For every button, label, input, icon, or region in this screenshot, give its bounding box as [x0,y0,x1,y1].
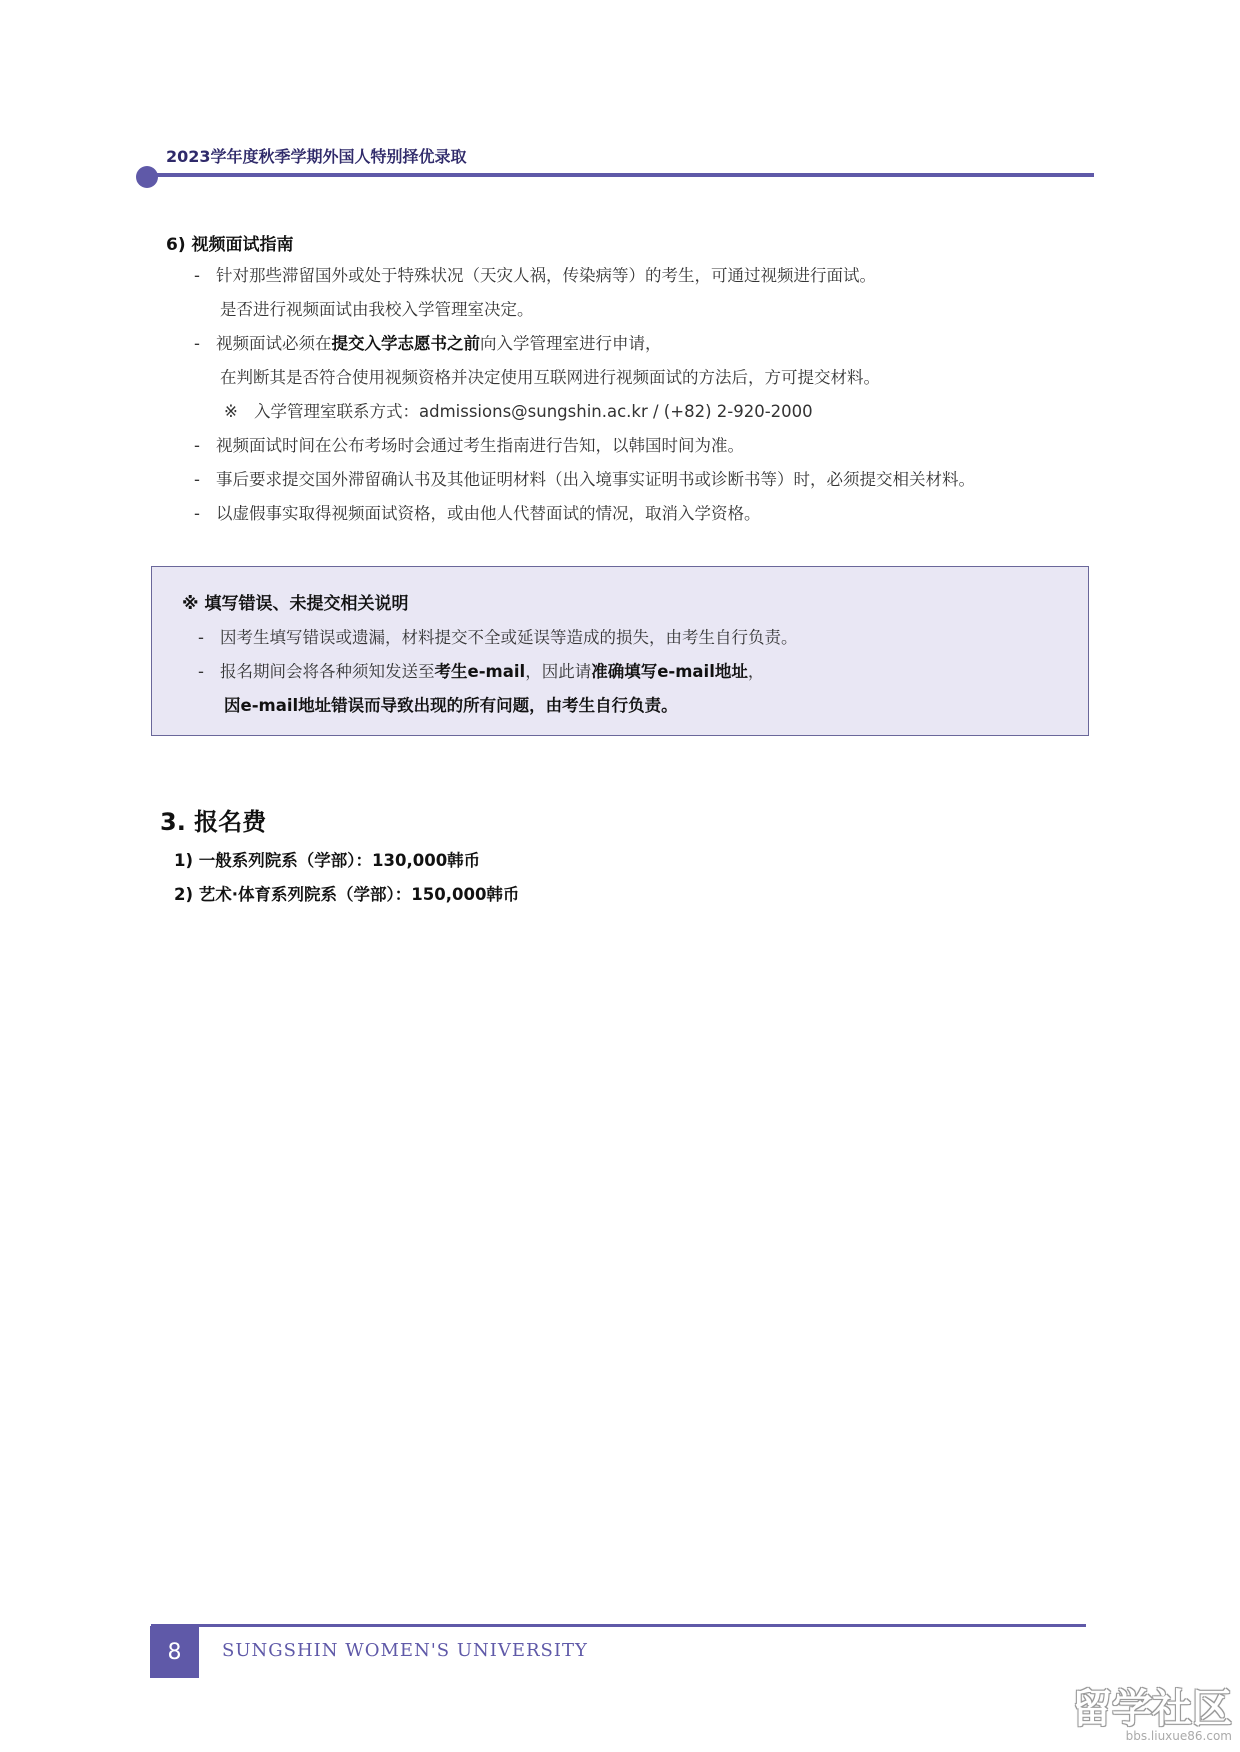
contact-note: ※ 入学管理室联系方式：admissions@sungshin.ac.kr / (+82) 2-920-2000 [224,402,813,421]
fee-item: 1) 一般系列院系（学部）：130,000韩币 [174,851,481,870]
section-video-interview [166,231,1116,531]
notice-box [151,566,1089,736]
list-item: - 针对那些滞留国外或处于特殊状况（天灾人祸，传染病等）的考生，可通过视频进行面试。 [194,266,876,285]
emphasis-text: 提交入学志愿书之前 [331,334,480,353]
notice-item-continuation: 因e-mail地址错误而导致出现的所有问题，由考生自行负责。 [224,696,678,715]
section-heading: 6) 视频面试指南 [166,235,294,255]
list-item: - 视频面试必须在提交入学志愿书之前向入学管理室进行申请， [194,334,662,353]
list-item: - 视频面试时间在公布考场时会通过考生指南进行告知，以韩国时间为准。 [194,436,744,455]
watermark-main: 留学社区 [1072,1686,1232,1732]
watermark-logo [1072,1688,1232,1744]
watermark-url: bbs.liuxue86.com [1125,1729,1232,1743]
fee-item: 2) 艺术·体育系列院系（学部）：150,000韩币 [174,885,520,904]
header-rule [150,173,1094,177]
notice-item: - 因考生填写错误或遗漏，材料提交不全或延误等造成的损失，由考生自行负责。 [198,628,798,647]
list-item-continuation: 是否进行视频面试由我校入学管理室决定。 [220,300,534,319]
footer-rule [151,1624,1086,1627]
list-item-continuation: 在判断其是否符合使用视频资格并决定使用互联网进行视频面试的方法后，方可提交材料。 [220,368,880,387]
section-application-fee [160,800,519,912]
notice-item: - 报名期间会将各种须知发送至考生e-mail，因此请准确填写e-mail地址， [198,662,765,681]
list-item: - 以虚假事实取得视频面试资格，或由他人代替面试的情况，取消入学资格。 [194,504,761,523]
notice-title: ※ 填写错误、未提交相关说明 [182,594,409,614]
page-number: 8 [150,1626,199,1678]
footer-university-name: SUNGSHIN WOMEN'S UNIVERSITY [222,1640,588,1661]
list-item: - 事后要求提交国外滞留确认书及其他证明材料（出入境事实证明书或诊断书等）时，必须提交相关材料。 [194,470,975,489]
header-title: 2023学年度秋季学期外国人特别择优录取 [166,147,467,166]
header-dot [136,166,158,188]
section-heading: 3. 报名费 [160,808,267,836]
